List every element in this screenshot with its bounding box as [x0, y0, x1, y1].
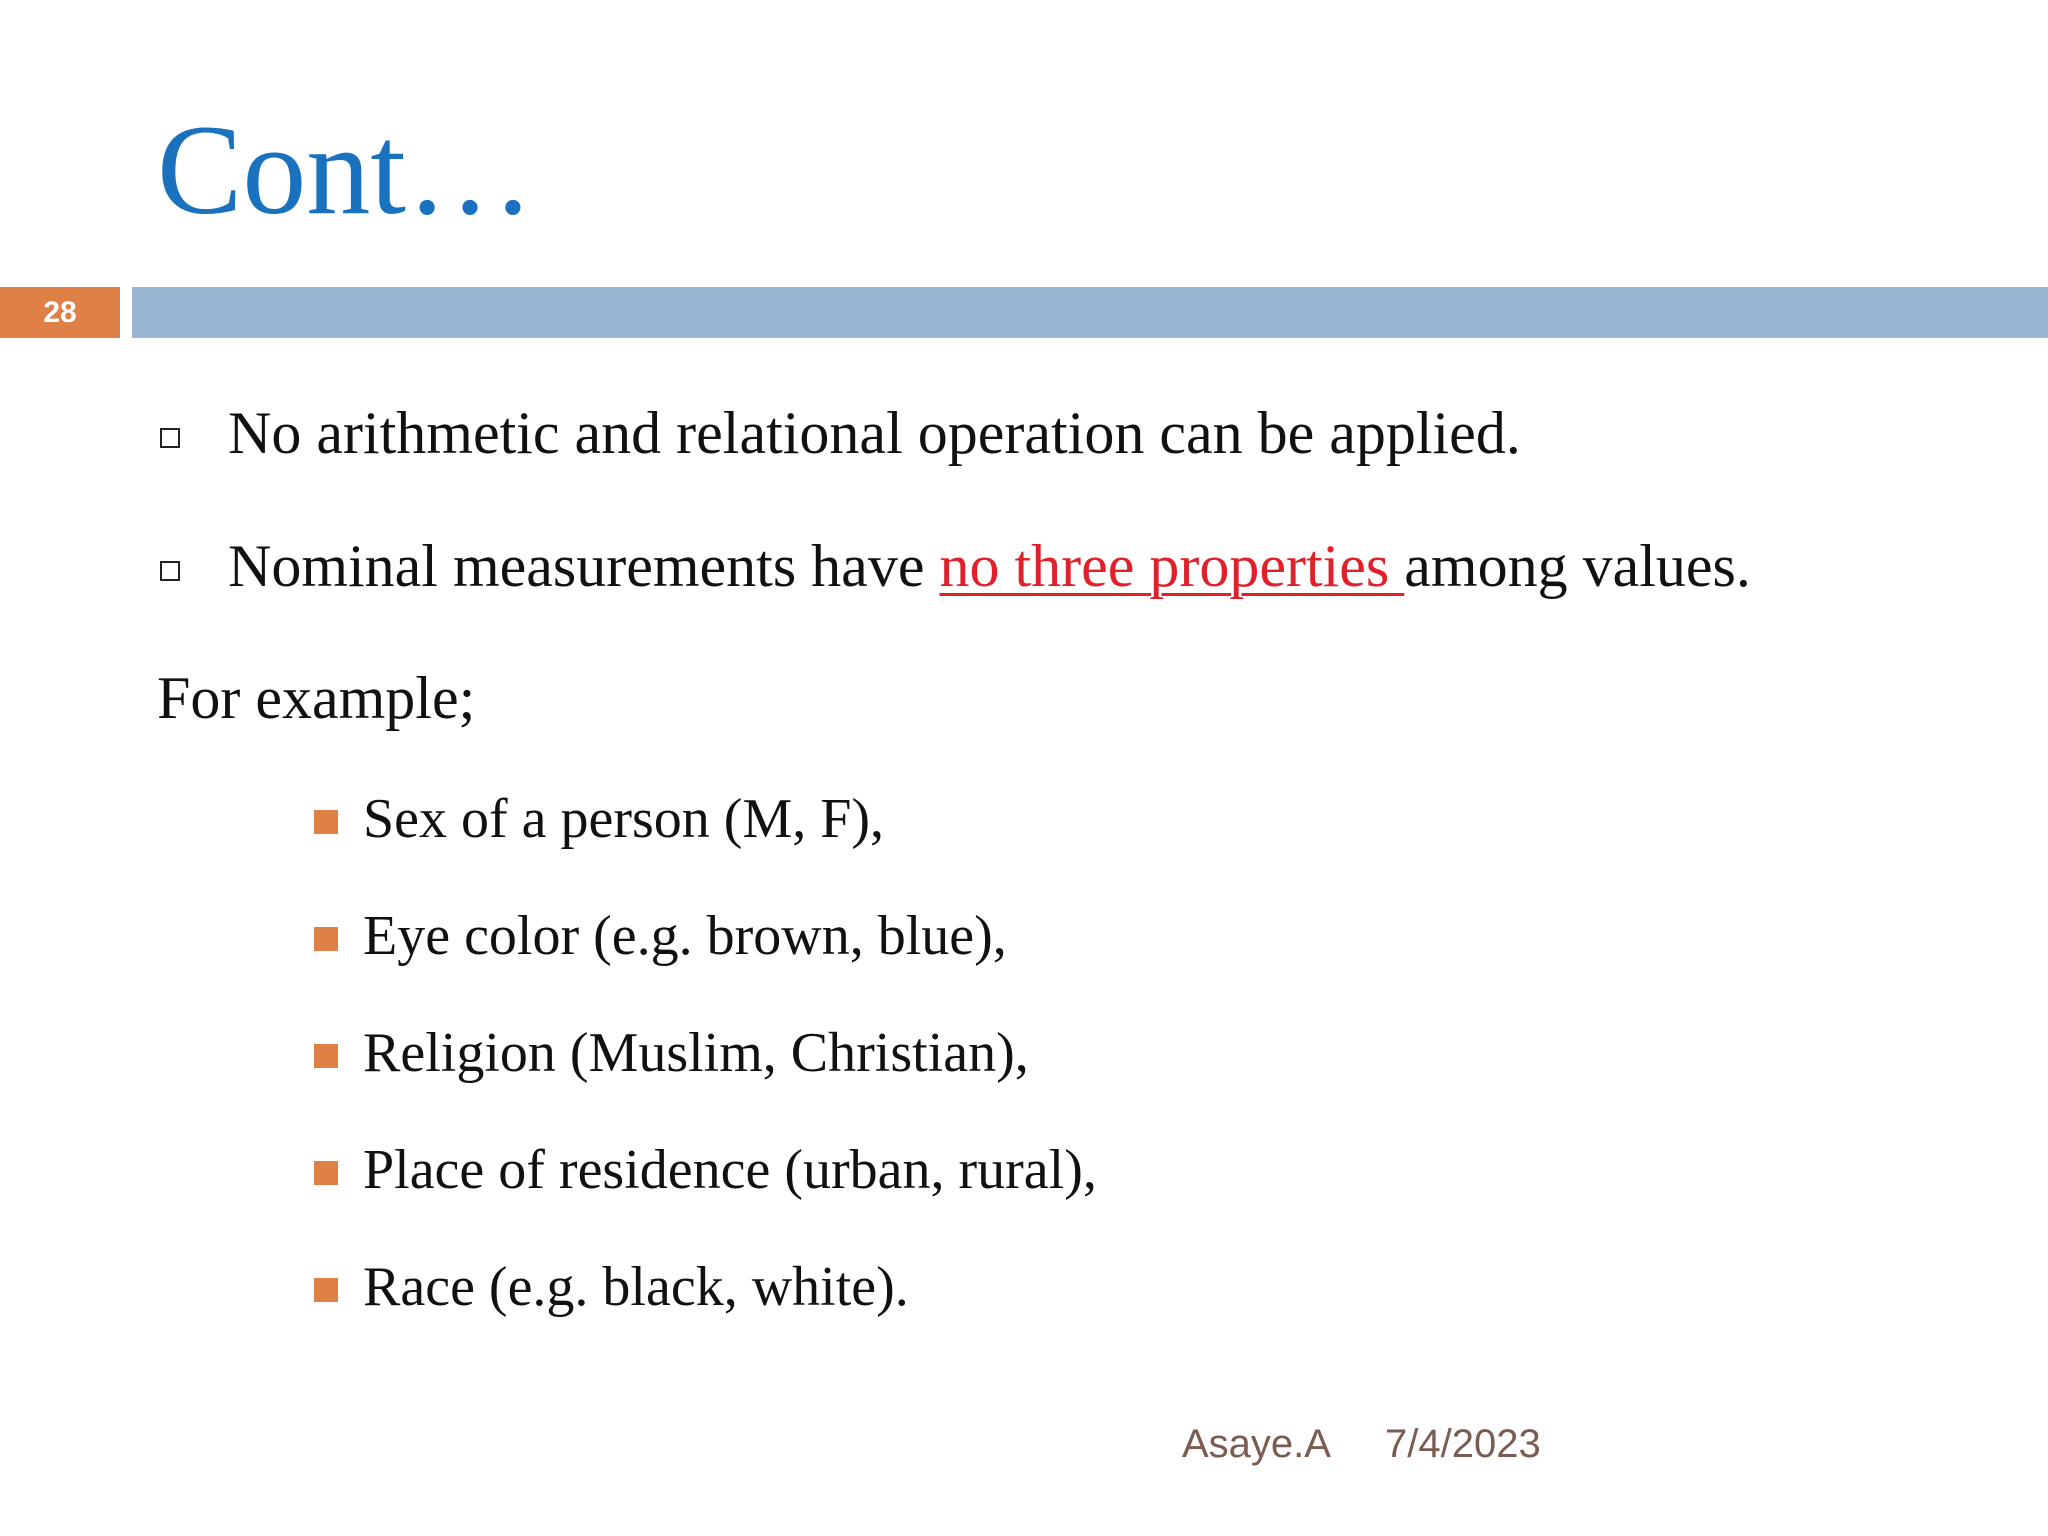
example-label: For example;: [157, 665, 476, 731]
list-item-label: Sex of a person (M, F),: [363, 788, 885, 850]
slide-number: 28: [0, 287, 120, 338]
list-item-label: Religion (Muslim, Christian),: [363, 1022, 1029, 1084]
list-item-label: Place of residence (urban, rural),: [363, 1139, 1097, 1201]
bullet-text: [228, 531, 1751, 601]
bullet-text-after: among values.: [1404, 533, 1751, 599]
bullet-text-before: Nominal measurements have: [228, 533, 940, 599]
footer-author: Asaye.A: [1182, 1422, 1331, 1466]
highlighted-phrase: no three properties: [939, 533, 1405, 599]
filled-square-bullet-icon: [314, 1161, 338, 1185]
list-item-label: Race (e.g. black, white).: [363, 1256, 909, 1318]
list-item-label: Eye color (e.g. brown, blue),: [363, 905, 1007, 967]
filled-square-bullet-icon: [314, 1278, 338, 1302]
filled-square-bullet-icon: [314, 810, 338, 834]
filled-square-bullet-icon: [314, 927, 338, 951]
hollow-square-bullet-icon: [160, 428, 180, 448]
header-band: [132, 287, 2048, 338]
footer-date: 7/4/2023: [1385, 1422, 1541, 1466]
bullet-text: No arithmetic and relational operation can be applied.: [228, 400, 1521, 466]
hollow-square-bullet-icon: [160, 561, 180, 581]
filled-square-bullet-icon: [314, 1044, 338, 1068]
slide-title: Cont…: [157, 99, 534, 241]
